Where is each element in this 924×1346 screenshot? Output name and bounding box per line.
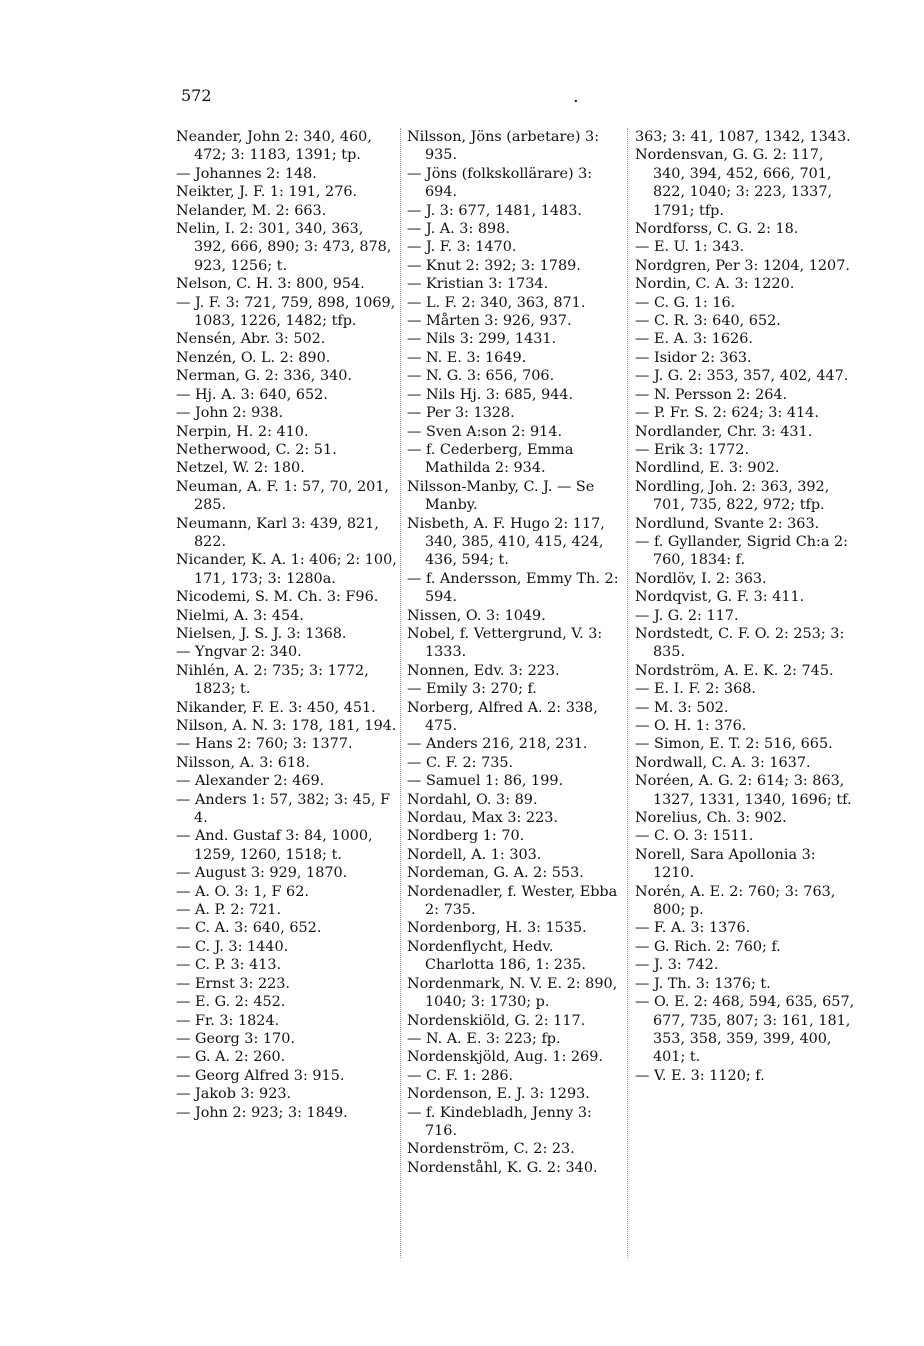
index-entry: — f. Cederberg, Emma Mathilda 2: 934. <box>407 441 574 477</box>
column-divider <box>400 128 401 1258</box>
index-entry: — C. R. 3: 640, 652. <box>635 313 781 330</box>
index-entry: Nelander, M. 2: 663. <box>176 202 327 219</box>
index-entry: Nordwall, C. A. 3: 1637. <box>635 754 811 771</box>
index-entry: Nordlund, Svante 2: 363. <box>635 515 820 532</box>
index-entry: — A. P. 2: 721. <box>176 902 282 919</box>
index-entry: Nilsson-Manby, C. J. — Se Manby. <box>407 478 595 514</box>
index-entry: Nihlén, A. 2: 735; 3: 1772, 1823; t. <box>176 662 369 698</box>
index-entry: Nordgren, Per 3: 1204, 1207. <box>635 257 850 274</box>
page-number: 572 <box>181 86 212 105</box>
index-entry: — C. A. 3: 640, 652. <box>176 920 322 937</box>
index-entry: — Samuel 1: 86, 199. <box>407 773 564 790</box>
index-entry: Nordlander, Chr. 3: 431. <box>635 423 813 440</box>
index-entry: — And. Gustaf 3: 84, 1000, 1259, 1260, 1518; t. <box>176 828 373 863</box>
index-entry: — C. G. 1: 16. <box>635 294 736 311</box>
index-entry: — N. E. 3: 1649. <box>407 349 527 366</box>
index-entry: Nerman, G. 2: 336, 340. <box>176 368 352 385</box>
index-column-3 <box>635 128 857 1085</box>
index-entry: Nicodemi, S. M. Ch. 3: F96. <box>176 589 379 606</box>
index-entry: Neuman, A. F. 1: 57, 70, 201, 285. <box>176 478 389 514</box>
index-entry: Nordenström, C. 2: 23. <box>407 1141 575 1158</box>
index-entry: — J. Th. 3: 1376; t. <box>635 975 771 992</box>
index-column-1 <box>176 128 398 1122</box>
index-entry: — J. A. 3: 898. <box>407 221 510 238</box>
index-entry: — O. E. 2: 468, 594, 635, 657, 677, 735, 807; 3: 161, 181, 353, 358, 359, 399, 400, 401; t. <box>635 994 855 1066</box>
index-entry: — f. Andersson, Emmy Th. 2: 594. <box>407 570 619 606</box>
index-entry: — Alexander 2: 469. <box>176 773 325 790</box>
index-entry: Neumann, Karl 3: 439, 821, 822. <box>176 515 379 550</box>
index-entry: — Per 3: 1328. <box>407 405 515 422</box>
index-entry: Neikter, J. F. 1: 191, 276. <box>176 184 358 201</box>
index-entry: — Yngvar 2: 340. <box>176 644 302 661</box>
index-entry: — Nils 3: 299, 1431. <box>407 331 557 348</box>
index-entry: — N. A. E. 3: 223; fp. <box>407 1030 561 1047</box>
index-entry: — J. F. 3: 1470. <box>407 239 517 256</box>
index-entry: — Fr. 3: 1824. <box>176 1012 280 1029</box>
index-entry: — John 2: 938. <box>176 405 284 422</box>
index-entry: — f. Kindebladh, Jenny 3: 716. <box>407 1104 592 1139</box>
index-entry: Nordberg 1: 70. <box>407 828 525 845</box>
index-entry: — Jöns (folkskollärare) 3: 694. <box>407 165 593 201</box>
index-entry: — C. J. 3: 1440. <box>176 938 289 955</box>
index-entry: Noréen, A. G. 2: 614; 3: 863, 1327, 1331, 1340, 1696; tf. <box>635 773 852 808</box>
index-entry: — Nils Hj. 3: 685, 944. <box>407 386 574 403</box>
index-entry: — E. A. 3: 1626. <box>635 331 753 348</box>
index-entry: — Simon, E. T. 2: 516, 665. <box>635 736 833 753</box>
index-entry: Nordstedt, C. F. O. 2: 253; 3: 835. <box>635 625 845 661</box>
index-entry: Neander, John 2: 340, 460, 472; 3: 1183, 1391; tp. <box>176 129 372 164</box>
index-entry: — C. F. 2: 735. <box>407 754 514 771</box>
index-entry: Netzel, W. 2: 180. <box>176 460 305 477</box>
index-entry: Nordström, A. E. K. 2: 745. <box>635 662 834 679</box>
index-entry: Nicander, K. A. 1: 406; 2: 100, 171, 173; 3: 1280a. <box>176 552 397 587</box>
header-dot: . <box>573 86 579 107</box>
index-entry: Nonnen, Edv. 3: 223. <box>407 662 560 679</box>
index-entry: Nensén, Abr. 3: 502. <box>176 331 326 348</box>
column-divider <box>627 128 628 1258</box>
index-entry: Nordeman, G. A. 2: 553. <box>407 865 584 882</box>
index-entry: — Georg Alfred 3: 915. <box>176 1067 345 1084</box>
index-entry: — J. F. 3: 721, 759, 898, 1069, 1083, 1226, 1482; tfp. <box>176 294 396 330</box>
index-entry: Nordenson, E. J. 3: 1293. <box>407 1086 590 1103</box>
index-entry: 363; 3: 41, 1087, 1342, 1343. <box>635 129 851 145</box>
index-entry: Nenzén, O. L. 2: 890. <box>176 349 331 366</box>
index-entry: — Anders 216, 218, 231. <box>407 736 588 753</box>
index-entry: — Isidor 2: 363. <box>635 349 752 366</box>
index-entry: Nordqvist, G. F. 3: 411. <box>635 589 805 606</box>
index-entry: — E. G. 2: 452. <box>176 994 286 1011</box>
index-entry: — Georg 3: 170. <box>176 1030 295 1047</box>
index-entry: — Erik 3: 1772. <box>635 441 750 458</box>
index-entry: Nordenmark, N. V. E. 2: 890, 1040; 3: 1730; p. <box>407 975 618 1011</box>
index-entry: Nikander, F. E. 3: 450, 451. <box>176 699 376 716</box>
index-entry: Nordenskiöld, G. 2: 117. <box>407 1012 586 1029</box>
index-entry: — Hans 2: 760; 3: 1377. <box>176 736 353 753</box>
index-entry: — C. F. 1: 286. <box>407 1067 514 1084</box>
index-entry: Nerpin, H. 2: 410. <box>176 423 309 440</box>
index-entry: — Emily 3: 270; f. <box>407 681 537 698</box>
index-entry: — August 3: 929, 1870. <box>176 865 348 882</box>
index-entry: — C. O. 3: 1511. <box>635 828 754 845</box>
index-entry: — F. A. 3: 1376. <box>635 920 751 937</box>
index-entry: — John 2: 923; 3: 1849. <box>176 1104 348 1121</box>
index-entry: Nordforss, C. G. 2: 18. <box>635 221 799 238</box>
index-entry: Nordenflycht, Hedv. Charlotta 186, 1: 235. <box>407 938 586 974</box>
index-entry: Nobel, f. Vettergrund, V. 3: 1333. <box>407 625 603 661</box>
index-entry: — N. Persson 2: 264. <box>635 386 788 403</box>
index-entry: Norell, Sara Apollonia 3: 1210. <box>635 846 816 882</box>
index-entry: — f. Gyllander, Sigrid Ch:a 2: 760, 1834: f. <box>635 533 849 569</box>
index-entry: Nordenskjöld, Aug. 1: 269. <box>407 1049 603 1066</box>
index-entry: — J. 3: 677, 1481, 1483. <box>407 202 582 219</box>
index-entry: Nelin, I. 2: 301, 340, 363, 392, 666, 890; 3: 473, 878, 923, 1256; t. <box>176 221 392 274</box>
index-entry: — N. G. 3: 656, 706. <box>407 368 555 385</box>
index-entry: Nilson, A. N. 3: 178, 181, 194. <box>176 718 397 734</box>
index-entry: — A. O. 3: 1, F 62. <box>176 883 309 900</box>
index-entry: Nordlöv, I. 2: 363. <box>635 570 767 587</box>
index-entry: — P. Fr. S. 2: 624; 3: 414. <box>635 405 819 422</box>
index-entry: Nordling, Joh. 2: 363, 392, 701, 735, 822, 972; tfp. <box>635 478 830 514</box>
index-entry: Norén, A. E. 2: 760; 3: 763, 800; p. <box>635 883 836 919</box>
index-entry: Nelson, C. H. 3: 800, 954. <box>176 276 365 293</box>
index-entry: Norelius, Ch. 3: 902. <box>635 810 787 827</box>
index-entry: Netherwood, C. 2: 51. <box>176 441 337 458</box>
index-entry: Nordlind, E. 3: 902. <box>635 460 780 477</box>
index-entry: — Hj. A. 3: 640, 652. <box>176 386 328 403</box>
index-entry: — Kristian 3: 1734. <box>407 276 549 293</box>
index-entry: — M. 3: 502. <box>635 699 729 716</box>
index-entry: Nordau, Max 3: 223. <box>407 810 558 827</box>
index-entry: Nordell, A. 1: 303. <box>407 846 542 863</box>
index-entry: Nilsson, Jöns (arbetare) 3: 935. <box>407 129 600 164</box>
index-entry: — Sven A:son 2: 914. <box>407 423 563 440</box>
index-entry: Nordenadler, f. Wester, Ebba 2: 735. <box>407 883 618 919</box>
index-entry: — Ernst 3: 223. <box>176 975 290 992</box>
index-entry: — O. H. 1: 376. <box>635 718 747 734</box>
index-entry: Nordensvan, G. G. 2: 117, 340, 394, 452, 666, 701, 822, 1040; 3: 223, 1337, 1791; tfp. <box>635 147 833 219</box>
index-entry: — Johannes 2: 148. <box>176 165 317 182</box>
index-entry: Nordahl, O. 3: 89. <box>407 791 538 808</box>
index-entry: Nilsson, A. 3: 618. <box>176 754 310 771</box>
index-column-2 <box>407 128 622 1177</box>
index-entry: — L. F. 2: 340, 363, 871. <box>407 294 586 311</box>
index-entry: — Anders 1: 57, 382; 3: 45, F 4. <box>176 791 391 827</box>
index-entry: Nissen, O. 3: 1049. <box>407 607 546 624</box>
index-entry: — G. A. 2: 260. <box>176 1049 286 1066</box>
index-entry: — Jakob 3: 923. <box>176 1086 292 1103</box>
index-entry: Nordenståhl, K. G. 2: 340. <box>407 1159 598 1176</box>
index-entry: — E. U. 1: 343. <box>635 239 745 256</box>
index-entry: — Mårten 3: 926, 937. <box>407 313 572 330</box>
index-entry: Nordenborg, H. 3: 1535. <box>407 920 587 937</box>
index-entry: Nisbeth, A. F. Hugo 2: 117, 340, 385, 410, 415, 424, 436, 594; t. <box>407 515 605 569</box>
index-entry: — Knut 2: 392; 3: 1789. <box>407 257 581 274</box>
index-entry: Nordin, C. A. 3: 1220. <box>635 276 795 293</box>
index-entry: — G. Rich. 2: 760; f. <box>635 938 781 955</box>
index-entry: Norberg, Alfred A. 2: 338, 475. <box>407 699 598 734</box>
index-entry: — V. E. 3: 1120; f. <box>635 1067 765 1084</box>
index-entry: Nielmi, A. 3: 454. <box>176 607 304 624</box>
index-entry: — E. I. F. 2: 368. <box>635 681 756 698</box>
index-entry: — J. 3: 742. <box>635 957 719 974</box>
index-entry: Nielsen, J. S. J. 3: 1368. <box>176 625 347 642</box>
index-entry: — J. G. 2: 117. <box>635 607 739 624</box>
index-entry: — C. P. 3: 413. <box>176 957 282 974</box>
index-entry: — J. G. 2: 353, 357, 402, 447. <box>635 368 849 385</box>
